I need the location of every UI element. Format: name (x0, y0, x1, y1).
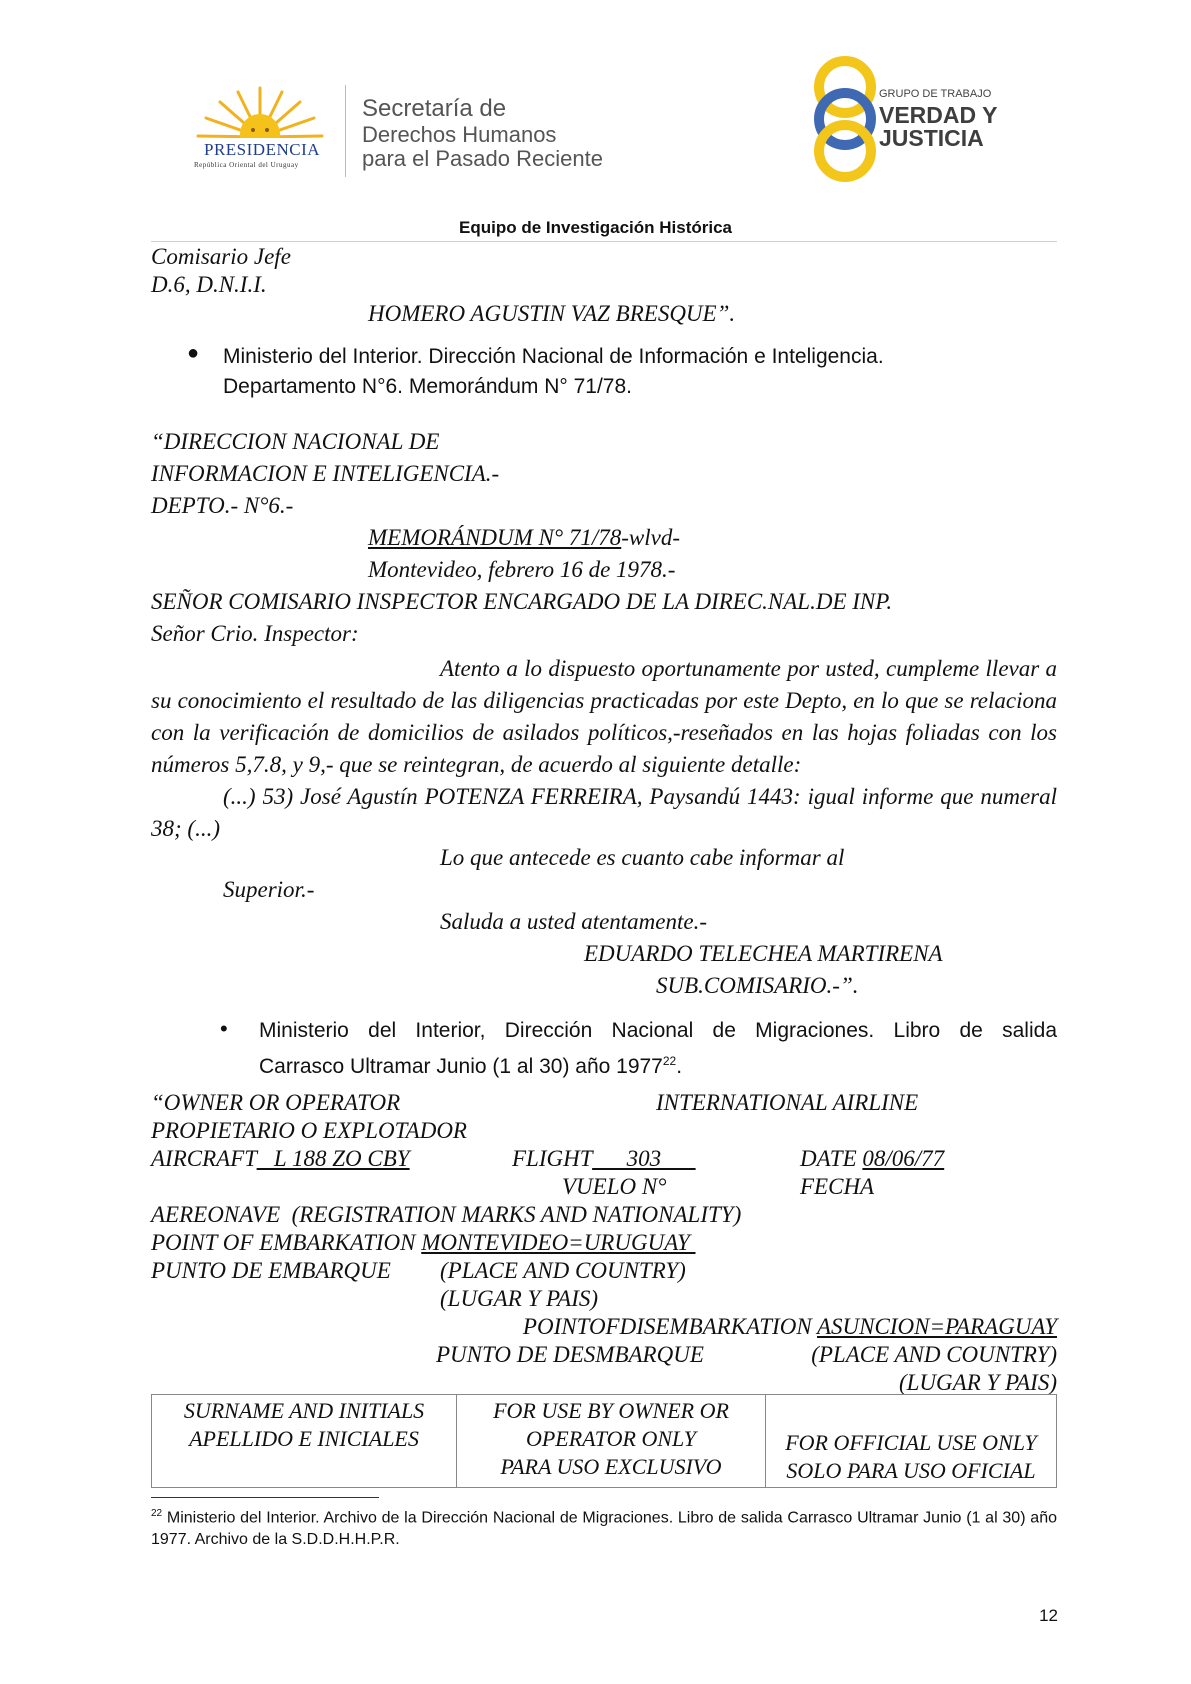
bullet2-footnote-ref: 22 (662, 1054, 677, 1068)
bullet1-text (223, 342, 884, 402)
footnote-ref: 22 (151, 1508, 163, 1519)
gtvj-title-line1: VERDAD Y (879, 102, 998, 128)
embark-value: MONTEVIDEO=URUGUAY (421, 1230, 696, 1255)
memo-closing-1: Lo que antecede es cuanto cabe informar al (440, 845, 845, 870)
memo-line2: INFORMACION E INTELIGENCIA.- (151, 461, 500, 486)
memo-sign-title: SUB.COMISARIO.-”. (656, 973, 859, 998)
memo-date: Montevideo, febrero 16 de 1978.- (368, 557, 676, 582)
cell-line: FOR OFFICIAL USE ONLY (785, 1430, 1037, 1455)
disembark-label: POINTOFDISEMBARKATION (522, 1314, 817, 1339)
aircraft-label: AIRCRAFT (151, 1146, 257, 1171)
disembark-value: ASUNCION=PARAGUAY (817, 1314, 1057, 1339)
block1-line2: D.6, D.N.I.I. (151, 272, 267, 297)
footnote-rule (151, 1497, 379, 1498)
aircraft-value: L 188 ZO CBY (256, 1146, 410, 1171)
memo-number-suffix: -wlvd- (621, 525, 680, 550)
gtvj-small-title: GRUPO DE TRABAJO (879, 88, 992, 100)
header-rule (151, 241, 1057, 242)
bullet2-line1: Ministerio del Interior, Dirección Nacional de Migraciones. Libro de salida (259, 1019, 1057, 1042)
bullet2-text (259, 1016, 1057, 1082)
logo-divider (345, 85, 346, 177)
flight-value: 303 (592, 1146, 696, 1171)
cell-line: FOR USE BY OWNER OR (493, 1398, 729, 1423)
manifest-owner-es: PROPIETARIO O EXPLOTADOR (151, 1118, 467, 1143)
embark-label: POINT OF EMBARKATION (151, 1230, 422, 1255)
manifest-fecha: FECHA (800, 1174, 875, 1199)
manifest-airline: INTERNATIONAL AIRLINE (656, 1090, 919, 1115)
bullet1-line2: Departamento N°6. Memorándum N° 71/78. (223, 375, 632, 398)
memo-paragraph-1: Atento a lo dispuesto oportunamente por usted, cumpleme llevar a su conocimiento el resultado de las diligencias practicadas por este Depto, en lo que se relaciona con la verificación de domicilios de asilados políticos,-reseñados en las hojas foliadas con los números 5,7.8, y 9,- que se reintegran, de acuerdo al siguiente detalle: (151, 656, 1057, 777)
bullet2-line2: Carrasco Ultramar Junio (1 al 30) año 1977 (259, 1055, 663, 1078)
team-title: Equipo de Investigación Histórica (459, 218, 732, 237)
date-label: DATE (800, 1146, 863, 1171)
flight-label: FLIGHT (512, 1146, 593, 1171)
memo-paragraph-2: (...) 53) José Agustín POTENZA FERREIRA, Paysandú 1443: igual informe que numeral 38; (...) (151, 784, 1057, 841)
footnote (151, 1503, 1057, 1551)
memo-salutation: Señor Crio. Inspector: (151, 621, 359, 646)
bullet2-end: . (676, 1055, 683, 1078)
secretaria-line3: para el Pasado Reciente (362, 146, 603, 171)
footnote-text: Ministerio del Interior. Archivo de la Dirección Nacional de Migraciones. Libro de salida Carrasco Ultramar Junio (1 al 30) año 1977. Archivo de la S.D.D.H.H.P.R. (151, 1509, 1057, 1549)
presidencia-subtitle: República Oriental del Uruguay (194, 161, 299, 169)
memo-number-value: MEMORÁNDUM N° 71/78 (368, 525, 622, 550)
manifest-lugar-pais-2: (LUGAR Y PAIS) (898, 1370, 1057, 1395)
manifest-owner: “OWNER OR OPERATOR (151, 1090, 401, 1115)
gtvj-title-line2: JUSTICIA (879, 125, 984, 151)
manifest-place-country-2: (PLACE AND COUNTRY) (811, 1342, 1057, 1367)
manifest-place-country: (PLACE AND COUNTRY) (440, 1258, 686, 1283)
memo-sign-name: EDUARDO TELECHEA MARTIRENA (584, 941, 943, 966)
memo-number (368, 525, 680, 551)
presidencia-name: PRESIDENCIA (204, 140, 321, 159)
memo-closing-3: Saluda a usted atentamente.- (440, 909, 708, 934)
table-cell-official-use (766, 1395, 1057, 1488)
cell-line: SURNAME AND INITIALS (183, 1398, 425, 1423)
secretaria-line1: Secretaría de (362, 95, 507, 122)
bullet-dot: ● (187, 342, 200, 364)
table-row (152, 1395, 1057, 1488)
block1-line1: Comisario Jefe (151, 244, 291, 269)
manifest-aereonave: AEREONAVE (REGISTRATION MARKS AND NATIONALITY) (151, 1202, 742, 1227)
bullet1-line1: Ministerio del Interior. Dirección Nacional de Información e Inteligencia. (223, 345, 884, 368)
secretaria-line2: Derechos Humanos (362, 122, 557, 147)
cell-line: SOLO PARA USO OFICIAL (786, 1458, 1036, 1483)
manifest-aircraft (151, 1146, 410, 1172)
cell-line: PARA USO EXCLUSIVO (500, 1454, 722, 1479)
table-cell-owner-use (457, 1395, 766, 1488)
date-value: 08/06/77 (862, 1146, 945, 1171)
memo-line1: “DIRECCION NACIONAL DE (151, 429, 440, 454)
manifest-desembarque: PUNTO DE DESMBARQUE (436, 1342, 704, 1367)
manifest-embarque: PUNTO DE EMBARQUE (151, 1258, 391, 1283)
manifest-disembarkation (523, 1314, 1057, 1340)
cell-line: APELLIDO E INICIALES (189, 1426, 419, 1451)
manifest-flight (512, 1146, 696, 1172)
manifest-table (151, 1394, 1057, 1488)
page-number: 12 (1039, 1606, 1058, 1625)
memo-addressee: SEÑOR COMISARIO INSPECTOR ENCARGADO DE LA DIREC.NAL.DE INP. (151, 589, 893, 614)
bullet2-line2-wrap (259, 1046, 1057, 1082)
table-cell-surname (152, 1395, 457, 1488)
block1-signature: HOMERO AGUSTIN VAZ BRESQUE”. (368, 301, 736, 326)
cell-line: OPERATOR ONLY (525, 1426, 697, 1451)
manifest-embarkation (151, 1230, 696, 1256)
memo-line3: DEPTO.- N°6.- (151, 493, 294, 518)
memo-closing-2: Superior.- (223, 877, 315, 902)
manifest-lugar-pais: (LUGAR Y PAIS) (440, 1286, 599, 1311)
bullet-dot: • (220, 1016, 228, 1041)
manifest-date (800, 1146, 944, 1172)
manifest-vuelo: VUELO N° (562, 1174, 667, 1199)
